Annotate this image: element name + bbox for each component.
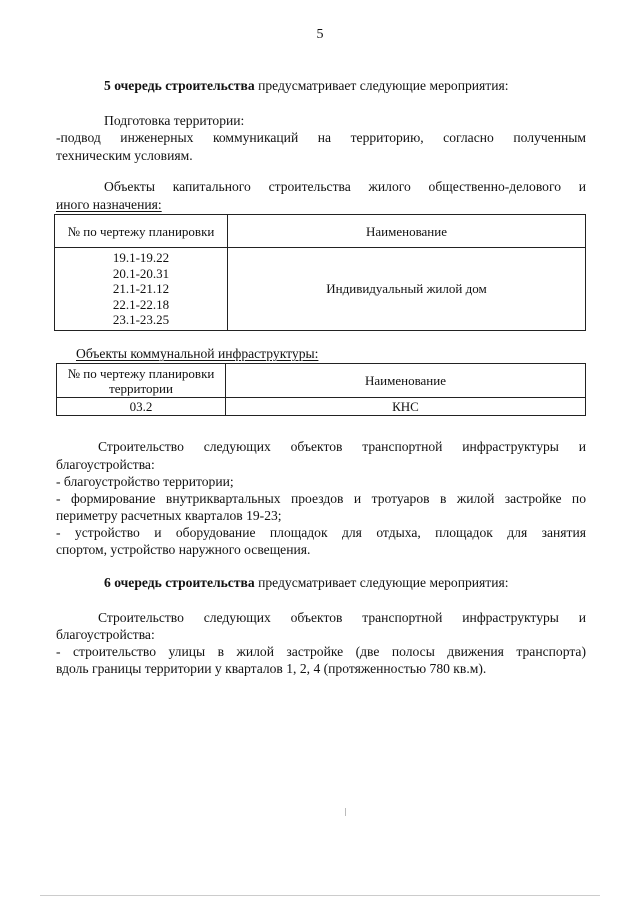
stage5-transport-line-1: Строительство следующих объектов транспортной инфраструктуры и — [98, 439, 586, 454]
table1-col1-header: № по чертежу планировки — [55, 215, 228, 248]
page-number: 5 — [316, 27, 324, 42]
stage5-item-2-line-1: - формирование внутриквартальных проездов и тротуаров в жилой застройке по — [56, 491, 586, 506]
table2-col1-header — [57, 364, 226, 398]
stage6-item-1-line-1: - строительство улицы в жилой застройке (две полосы движения транспорта) — [56, 644, 586, 659]
stage5-item-3-line-1: - устройство и оборудование площадок для отдыха, площадок для занятия — [56, 525, 586, 540]
capital-line-2: иного назначения: — [56, 197, 162, 212]
table2-col1-header-line2: территории — [109, 380, 173, 396]
table2-row-number: 03.2 — [57, 398, 226, 416]
capital-line-1: Объекты капитального строительства жилого общественно-делового и — [104, 179, 586, 194]
capital-objects-table — [54, 214, 586, 331]
stage5-item-2-line-2: периметру расчетных кварталов 19-23; — [56, 508, 282, 523]
stage6-heading-bold: 6 очередь строительства — [104, 575, 255, 590]
prep-line-2: техническим условиям. — [56, 148, 193, 163]
table2-col2-header: Наименование — [226, 364, 586, 398]
scan-edge — [40, 895, 600, 896]
scan-mark — [345, 808, 346, 816]
stage6-heading-rest: предусматривает следующие мероприятия: — [254, 575, 509, 590]
table1-row: 21.1-21.12 — [112, 281, 170, 296]
communal-title: Объекты коммунальной инфраструктуры: — [76, 346, 319, 361]
table1-col2-header: Наименование — [228, 215, 586, 248]
table1-numbers-cell — [55, 248, 228, 331]
stage5-heading-rest: предусматривает следующие мероприятия: — [254, 78, 509, 93]
table1-row: 22.1-22.18 — [112, 296, 170, 312]
stage6-transport-line-1: Строительство следующих объектов транспортной инфраструктуры и — [98, 610, 586, 625]
stage6-heading — [104, 574, 594, 591]
table1-row: 20.1-20.31 — [112, 265, 170, 281]
stage5-item-1: - благоустройство территории; — [56, 474, 234, 489]
stage5-transport-line-2: благоустройства: — [56, 457, 155, 472]
stage5-heading — [104, 77, 594, 94]
communal-objects-table — [56, 363, 586, 416]
stage5-heading-bold: 5 очередь строительства — [104, 78, 255, 93]
prep-line-1: -подвод инженерных коммуникаций на территорию, согласно полученным — [56, 130, 586, 145]
stage6-transport-line-2: благоустройства: — [56, 627, 155, 642]
table1-name-cell: Индивидуальный жилой дом — [228, 248, 586, 331]
prep-title: Подготовка территории: — [104, 113, 245, 128]
table2-col1-header-line1: № по чертежу планировки — [67, 365, 215, 381]
stage5-item-3-line-2: спортом, устройство наружного освещения. — [56, 542, 311, 557]
stage6-item-1-line-2: вдоль границы территории у кварталов 1, 2, 4 (протяженностью 780 кв.м). — [56, 661, 487, 676]
table2-row-name: КНС — [226, 398, 586, 416]
table1-row: 19.1-19.22 — [112, 250, 170, 265]
table1-row: 23.1-23.25 — [112, 312, 170, 327]
